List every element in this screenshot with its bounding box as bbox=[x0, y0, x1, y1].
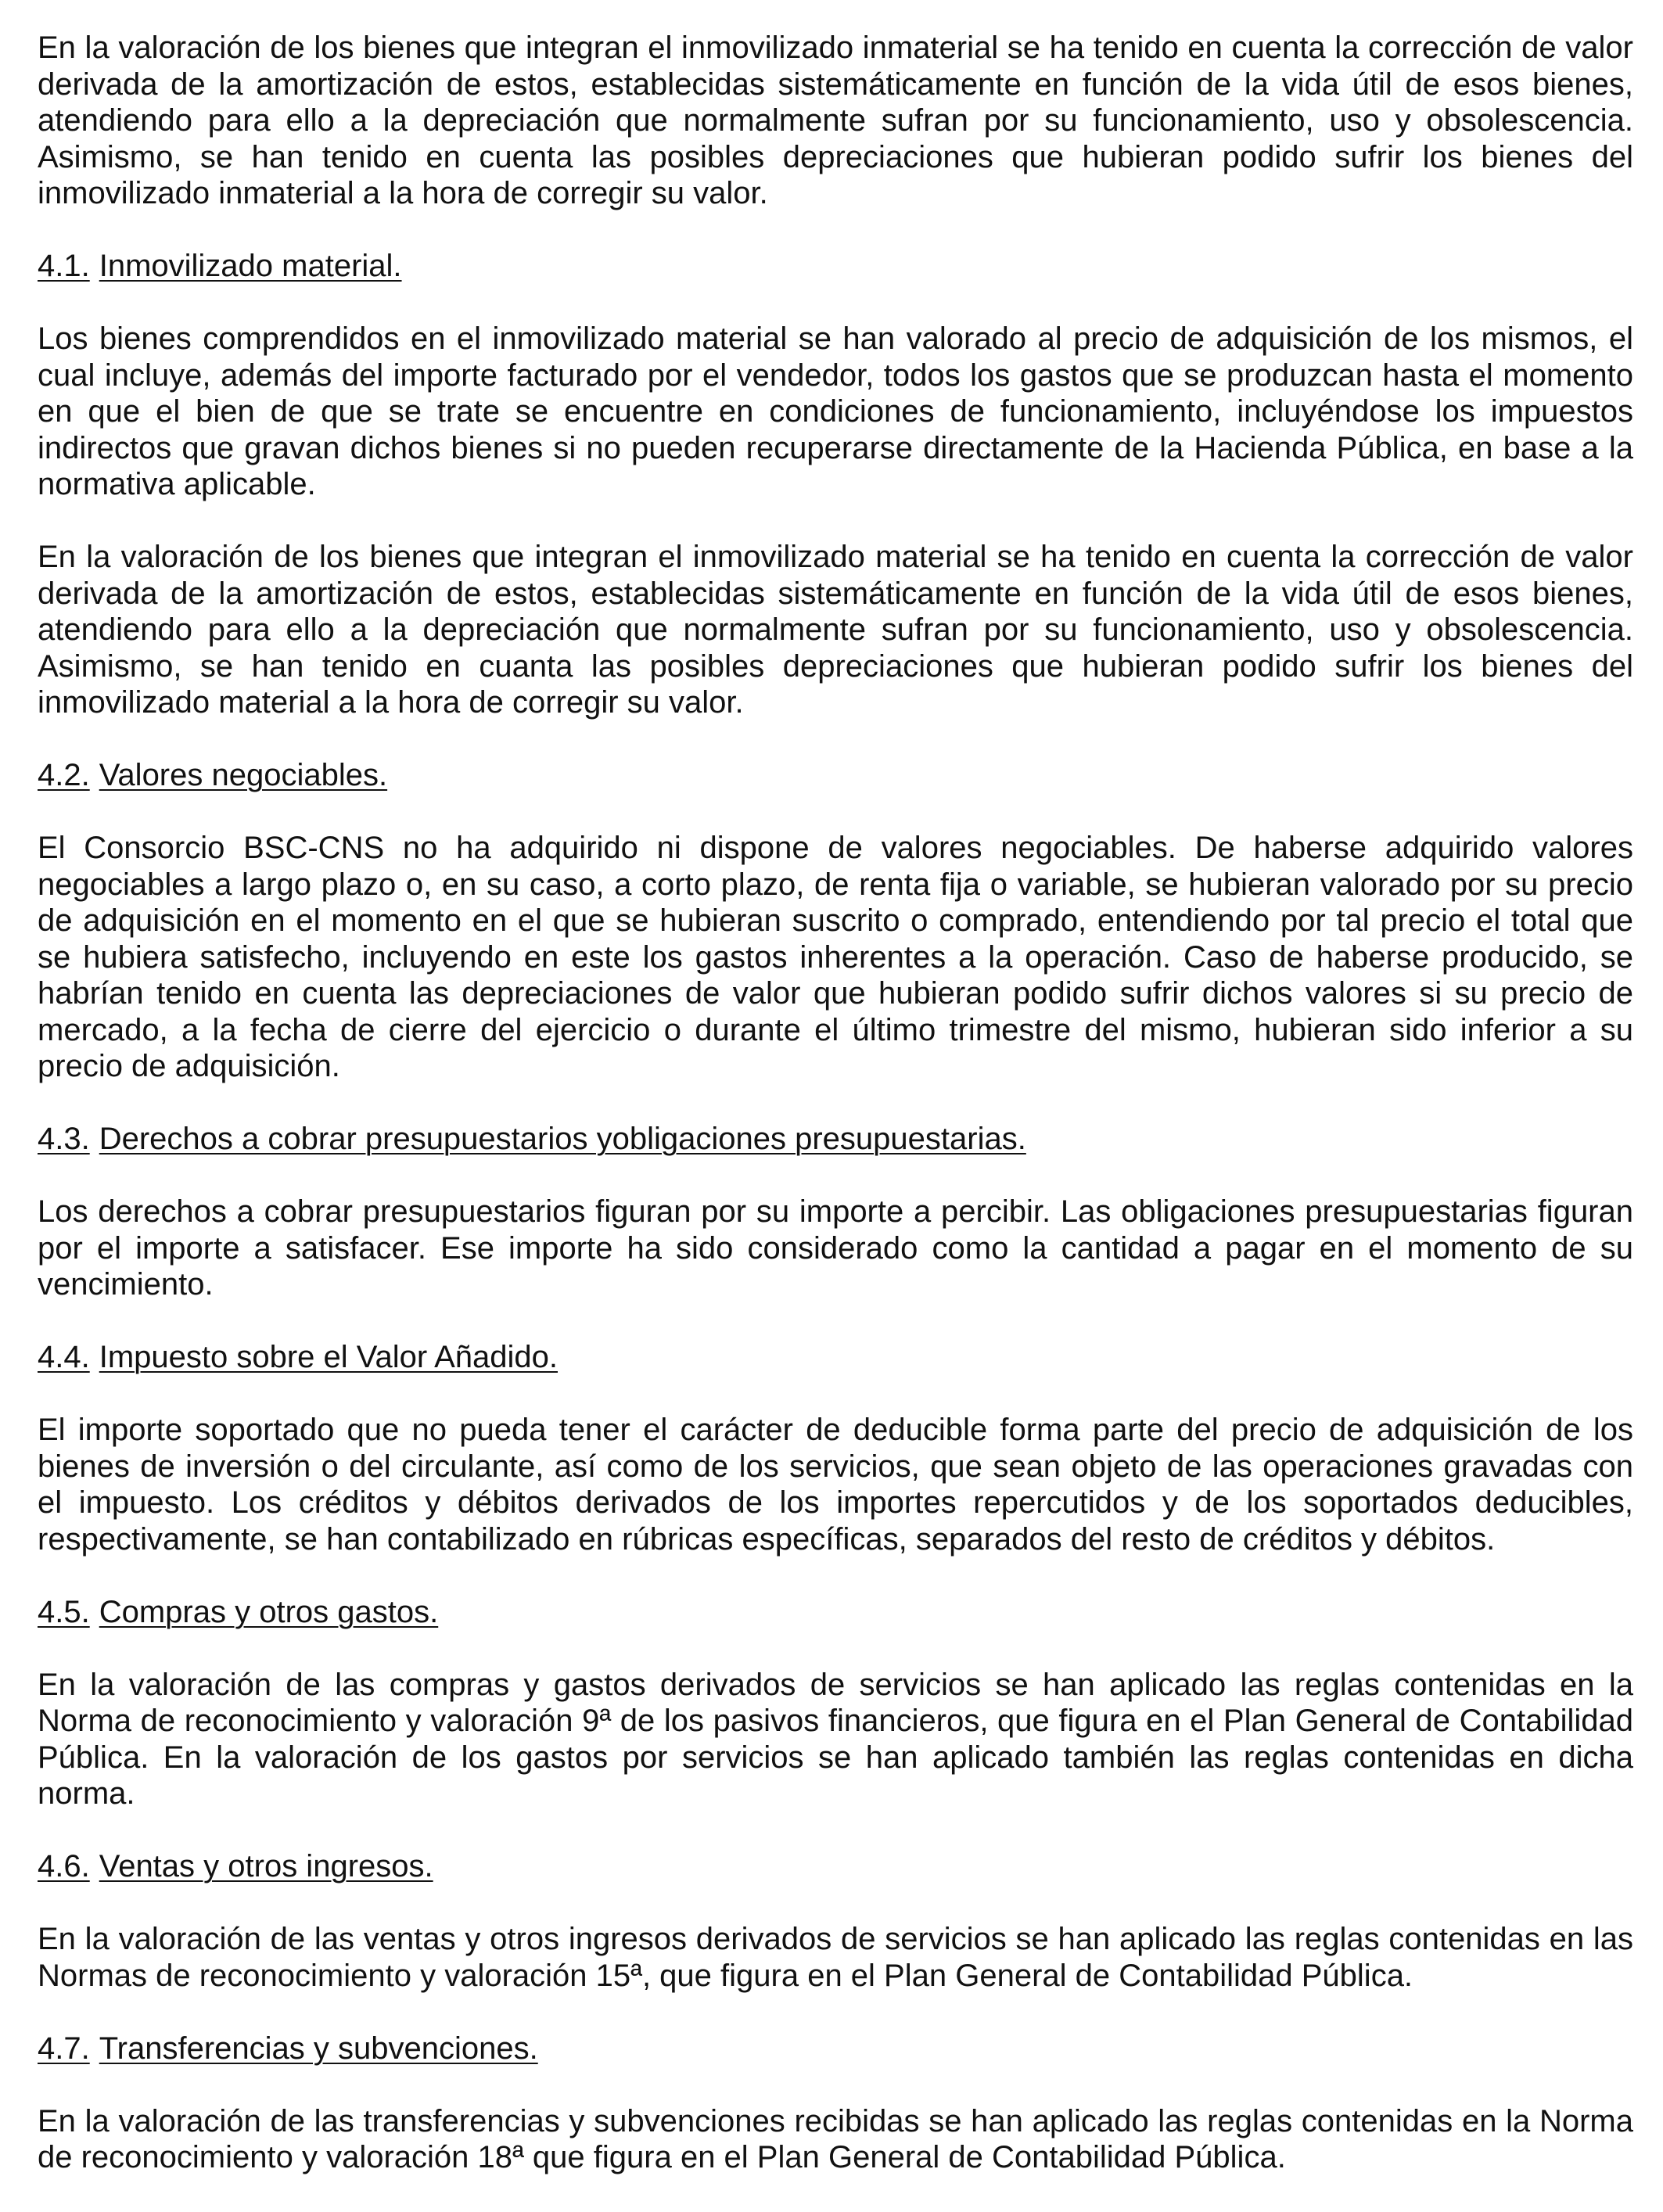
section-4-5-paragraph-1: En la valoración de las compras y gastos derivados de servicios se han aplicado las reglas contenidas en la Norma de reconocimiento y valoración 9ª de los pasivos financieros, que figura en el Plan General de Contabilidad Pública. En la valoración de los gastos por servicios se han aplicado también las reglas contenidas en dicha norma. bbox=[38, 1667, 1633, 1811]
section-4-4-paragraph-1: El importe soportado que no pueda tener el carácter de deducible forma parte del precio de adquisición de los bienes de inversión o del circulante, así como de los servicios, que sean objeto de las operaciones gravadas con el impuesto. Los créditos y débitos derivados de los importes repercutidos y de los soportados deducibles, respectivamente, se han contabilizado en rúbricas específicas, separados del resto de créditos y débitos. bbox=[38, 1413, 1633, 1557]
section-4-6-paragraph-1: En la valoración de las ventas y otros ingresos derivados de servicios se han aplicado las reglas contenidas en las Normas de reconocimiento y valoración 15ª, que figura en el Plan General de Contabilidad Pública. bbox=[38, 1922, 1633, 1993]
section-title: Transferencias y subvenciones. bbox=[99, 2031, 538, 2066]
intro-paragraph: En la valoración de los bienes que integran el inmovilizado inmaterial se ha tenido en cuenta la corrección de valor derivada de la amortización de estos, establecidas sistemáticamente en función de la vida útil de esos bienes, atendiendo para ello a la depreciación que normalmente sufran por su funcionamiento, uso y obsolescencia. Asimismo, se han tenido en cuenta las posibles depreciaciones que hubieran podido sufrir los bienes del inmovilizado inmaterial a la hora de corregir su valor. bbox=[38, 31, 1633, 210]
section-heading-4-7 bbox=[38, 2031, 1633, 2067]
section-number: 4.6. bbox=[38, 1849, 90, 1883]
section-number: 4.3. bbox=[38, 1122, 90, 1156]
section-title: Derechos a cobrar presupuestarios yobligaciones presupuestarias. bbox=[99, 1122, 1026, 1156]
section-number: 4.7. bbox=[38, 2031, 90, 2066]
section-title: Valores negociables. bbox=[99, 758, 388, 792]
section-heading-4-2 bbox=[38, 757, 1633, 794]
section-4-1-paragraph-2: En la valoración de los bienes que integran el inmovilizado material se ha tenido en cuenta la corrección de valor derivada de la amortización de estos, establecidas sistemáticamente en función de la vida útil de esos bienes, atendiendo para ello a la depreciación que normalmente sufran por su funcionamiento, uso y obsolescencia. Asimismo, se han tenido en cuanta las posibles depreciaciones que hubieran podido sufrir los bienes del inmovilizado material a la hora de corregir su valor. bbox=[38, 540, 1633, 720]
section-heading-4-5 bbox=[38, 1594, 1633, 1631]
section-heading-4-3 bbox=[38, 1121, 1633, 1158]
section-number: 4.5. bbox=[38, 1594, 90, 1629]
section-4-2-paragraph-1: El Consorcio BSC-CNS no ha adquirido ni dispone de valores negociables. De haberse adquirido valores negociables a largo plazo o, en su caso, a corto plazo, de renta fija o variable, se hubieran valorado por su precio de adquisición en el momento en el que se hubieran suscrito o comprado, entendiendo por tal precio el total que se hubiera satisfecho, incluyendo en este los gastos inherentes a la operación. Caso de haberse producido, se habrían tenido en cuenta las depreciaciones de valor que hubieran podido sufrir dichos valores si su precio de mercado, a la fecha de cierre del ejercicio o durante el último trimestre del mismo, hubieran sido inferior a su precio de adquisición. bbox=[38, 831, 1633, 1083]
section-4-1-paragraph-1: Los bienes comprendidos en el inmovilizado material se han valorado al precio de adquisición de los mismos, el cual incluye, además del importe facturado por el vendedor, todos los gastos que se produzcan hasta el momento en que el bien de que se trate se encuentre en condiciones de funcionamiento, incluyéndose los impuestos indirectos que gravan dichos bienes si no pueden recuperarse directamente de la Hacienda Pública, en base a la normativa aplicable. bbox=[38, 321, 1633, 501]
section-title: Inmovilizado material. bbox=[99, 249, 402, 283]
section-4-3-paragraph-1: Los derechos a cobrar presupuestarios figuran por su importe a percibir. Las obligaciones presupuestarias figuran por el importe a satisfacer. Ese importe ha sido considerado como la cantidad a pagar en el momento de su vencimiento. bbox=[38, 1194, 1633, 1302]
section-title: Compras y otros gastos. bbox=[99, 1594, 439, 1629]
section-title: Impuesto sobre el Valor Añadido. bbox=[99, 1340, 559, 1374]
section-number: 4.1. bbox=[38, 249, 90, 283]
section-heading-4-4 bbox=[38, 1339, 1633, 1376]
section-number: 4.4. bbox=[38, 1340, 90, 1374]
section-title: Ventas y otros ingresos. bbox=[99, 1849, 433, 1883]
section-heading-4-6 bbox=[38, 1848, 1633, 1885]
section-4-7-paragraph-1: En la valoración de las transferencias y subvenciones recibidas se han aplicado las reglas contenidas en la Norma de reconocimiento y valoración 18ª que figura en el Plan General de Contabilidad Pública. bbox=[38, 2103, 1633, 2174]
section-number: 4.2. bbox=[38, 758, 90, 792]
section-heading-4-1 bbox=[38, 248, 1633, 285]
document-page bbox=[38, 30, 1633, 2212]
